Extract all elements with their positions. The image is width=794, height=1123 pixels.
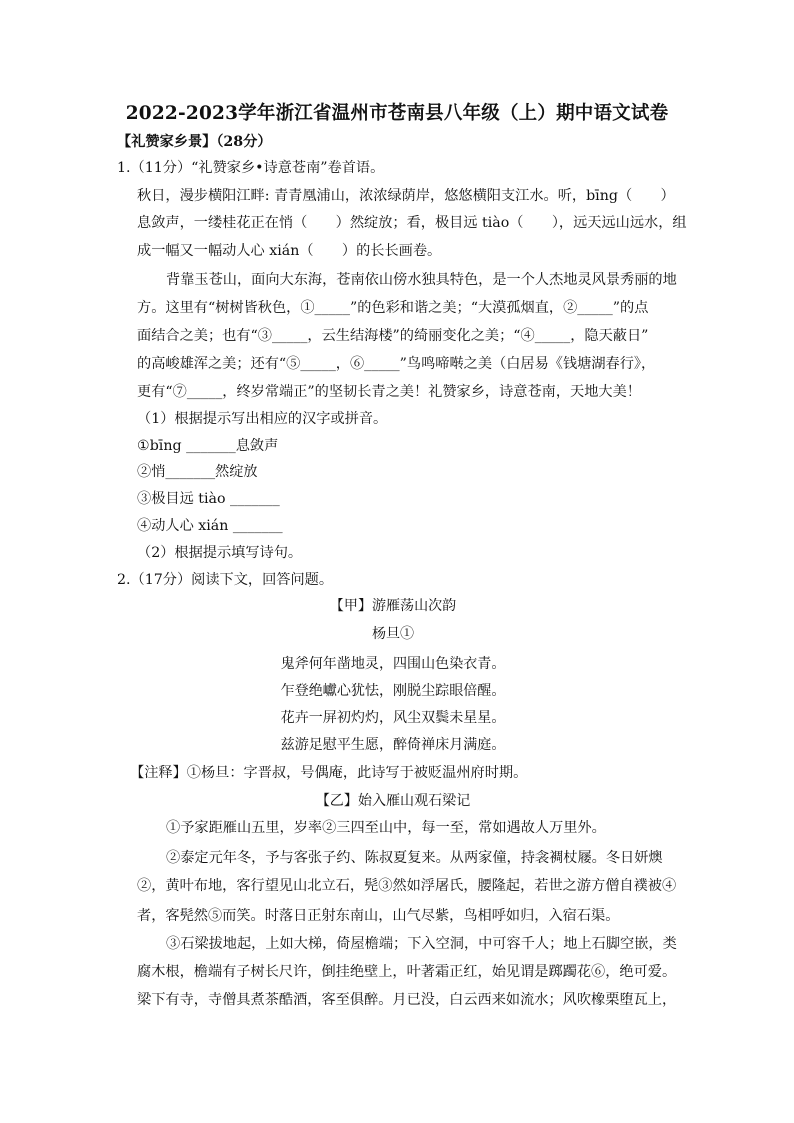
q1-p1-line-3: 成一幅又一幅动人心 xián（ ）的长长画卷。 xyxy=(137,243,442,259)
q1-p1-line-1: 秋日，漫步横阳江畔: 青青凰浦山，浓浓绿荫岸，悠悠横阳支江水。听，bīng（ ） xyxy=(137,188,675,204)
q1-p2-line-5: 更有“⑦_____，终岁常端正”的坚韧长青之美！礼赞家乡，诗意苍南，天地大美！ xyxy=(137,384,641,400)
poem-line-2: 乍登绝巘心犹怯，刚脱尘踪眼倍醒。 xyxy=(280,683,506,699)
q1-subquestion-1: （1）根据提示写出相应的汉字或拼音。 xyxy=(137,411,388,427)
prose-line-4: 者，客髡然⑤而笑。时落日正射东南山，山气尽紫，鸟相呼如归，入宿石渠。 xyxy=(137,908,620,924)
poem-author: 杨旦① xyxy=(371,626,415,642)
prose-line-5: ③石梁拔地起，上如大梯，倚屋檐端；下入空洞，中可容千人；地上石脚空嵌，类 xyxy=(166,936,677,952)
poem-line-3: 花卉一屏初灼灼，风尘双鬓未星星。 xyxy=(280,710,506,726)
prose-line-7: 梁下有寺，寺僧具煮茶酷酒，客至俱醉。月已没，白云西来如流水；风吹橡栗堕瓦上， xyxy=(137,992,677,1008)
q1-p2-line-4: 的高峻雄浑之美；还有“⑤_____，⑥_____”鸟鸣啼啭之美（白居易《钱塘湖春行》， xyxy=(137,356,656,372)
prose-line-3: ②，黄叶布地，客行望见山北立石，髡③然如浮屠氏，腰隆起，若世之游方僧自襆被④ xyxy=(137,878,677,894)
q1-subquestion-2: （2）根据提示填写诗句。 xyxy=(137,545,303,561)
section-heading: 【礼赞家乡景】（28分） xyxy=(117,134,272,150)
page-title: 2022-2023学年浙江省温州市苍南县八年级（上）期中语文试卷 xyxy=(125,103,669,124)
prose-line-1: ①予家距雁山五里，岁率②三四至山中，每一至，常如遇故人万里外。 xyxy=(166,820,606,836)
q1-item-4: ④动人心 xián _______ xyxy=(137,518,283,534)
q1-p2-line-1: 背靠玉苍山，面向大东海，苍南依山傍水独具特色，是一个人杰地灵风景秀丽的地 xyxy=(166,272,677,288)
question-2-heading: 2.（17分）阅读下文，回答问题。 xyxy=(117,572,334,588)
q1-p1-line-2: 息敛声，一缕桂花正在悄（ ）然绽放；看，极目远 tiào（ ），远天远山远水，组 xyxy=(137,215,687,231)
question-1-heading: 1.（11分）“礼赞家乡•诗意苍南”卷首语。 xyxy=(117,160,385,176)
q1-item-1: ①bīng _______息敛声 xyxy=(137,438,279,454)
poem-title: 【甲】游雁荡山次韵 xyxy=(329,598,457,614)
q1-item-2: ②悄_______然绽放 xyxy=(137,464,258,480)
prose-line-6: 腐木根，檐端有子树长尺许，倒挂绝壁上，叶著霜正红，始见谓是踯躅花⑥，绝可爱。 xyxy=(137,964,677,980)
poem-line-4: 兹游足慰平生愿，醉倚禅床月满庭。 xyxy=(280,737,506,753)
q1-p2-line-3: 面结合之美；也有“③_____，云生结海楼”的绮丽变化之美；“④_____，隐天蔽日” xyxy=(137,328,649,344)
poem-line-1: 鬼斧何年凿地灵，四围山色染衣青。 xyxy=(280,656,506,672)
prose-line-2: ②泰定元年冬，予与客张子约、陈叔夏复来。从两家僮，持衾裯杖屦。冬日妍燠 xyxy=(166,850,663,866)
prose-title: 【乙】始入雁山观石梁记 xyxy=(315,793,471,809)
q1-p2-line-2: 方。这里有“树树皆秋色，①_____”的色彩和谐之美；“大漠孤烟直，②_____”的点 xyxy=(137,300,649,316)
q1-item-3: ③极目远 tiào _______ xyxy=(137,491,280,507)
poem-note: 【注释】①杨旦：字晋叔，号偶庵，此诗写于被贬温州府时期。 xyxy=(130,765,528,781)
